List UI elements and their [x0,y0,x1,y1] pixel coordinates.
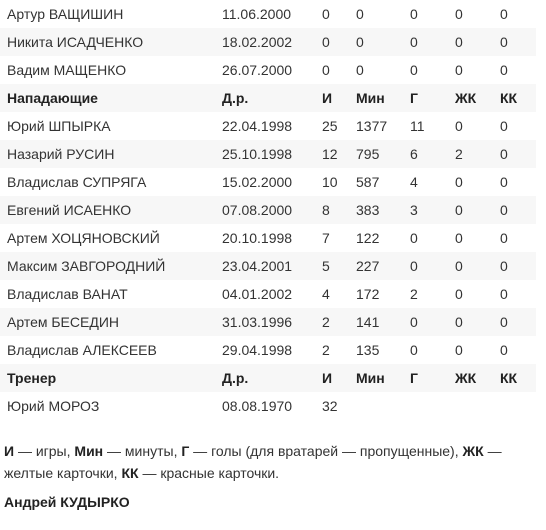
header-games: И [322,364,356,392]
cell-red-cards: 0 [500,62,508,78]
cell-dob: 23.04.2001 [222,252,322,280]
legend-red-abbr: КК [121,465,139,481]
cell-dob: 20.10.1998 [222,230,293,246]
cell-yellow-cards: 0 [455,342,463,358]
cell-games: 2 [322,308,356,336]
cell-dob: 22.04.1998 [222,118,293,134]
cell-name: Юрий МОРОЗ [7,398,100,414]
cell-yellow-cards: 2 [455,140,500,168]
header-games: И [322,84,356,112]
table-row [0,280,536,308]
cell-games: 0 [322,62,330,78]
legend-minutes-abbr: Мин [74,443,104,459]
cell-red-cards: 0 [500,286,508,302]
cell-games: 8 [322,196,356,224]
cell-red-cards: 0 [500,252,536,280]
cell-games: 5 [322,252,356,280]
table-row [0,56,536,84]
cell-goals: 6 [410,140,455,168]
legend-minutes-text: — минуты, [103,443,182,459]
cell-minutes: 1377 [356,118,388,134]
cell-yellow-cards: 0 [455,230,463,246]
header-red-cards: КК [500,84,536,112]
cell-red-cards: 0 [500,140,536,168]
cell-red-cards: 0 [500,230,508,246]
legend-red-text: — красные карточки. [138,465,280,481]
cell-goals: 4 [410,174,418,190]
cell-goals: 11 [410,118,425,134]
table-section-header-row [0,84,536,112]
cell-dob: 07.08.2000 [222,196,322,224]
cell-yellow-cards: 0 [455,174,463,190]
header-yellow-cards: ЖК [455,364,500,392]
cell-dob: 25.10.1998 [222,140,322,168]
cell-dob: 26.07.2000 [222,62,293,78]
table-section-header-row [0,364,536,392]
cell-goals: 3 [410,196,455,224]
cell-games: 2 [322,342,330,358]
cell-games: 12 [322,140,356,168]
header-yellow-cards: ЖК [455,84,500,112]
header-red-cards: КК [500,364,536,392]
legend-yellow-text: — желтые карточки, [4,443,502,481]
cell-minutes: 135 [356,342,380,358]
header-goals: Г [410,364,455,392]
cell-minutes: 0 [356,28,410,56]
cell-dob: 18.02.2002 [222,28,322,56]
cell-minutes: 227 [356,252,410,280]
legend-goals-text: — голы (для вратарей — пропущенные), [189,443,463,459]
cell-games: 25 [322,118,338,134]
table-row [0,0,536,28]
cell-red-cards: 0 [500,308,536,336]
cell-games: 0 [322,28,356,56]
legend-yellow-abbr: ЖК [462,443,484,459]
legend-games-text: — игры, [14,443,75,459]
cell-dob: 15.02.2000 [222,174,293,190]
cell-dob: 08.08.1970 [222,398,293,414]
table-row [0,196,536,224]
table-row [0,140,536,168]
cell-minutes: 383 [356,196,410,224]
cell-goals: 0 [410,230,418,246]
cell-minutes: 141 [356,308,410,336]
cell-name: Артем БЕСЕДИН [0,308,222,336]
cell-yellow-cards: 0 [455,196,500,224]
cell-minutes: 587 [356,174,380,190]
cell-yellow-cards: 0 [455,252,500,280]
cell-minutes: 172 [356,286,380,302]
cell-games: 4 [322,286,330,302]
cell-goals: 0 [410,308,455,336]
cell-goals: 0 [410,62,418,78]
table-row [0,308,536,336]
cell-dob: 31.03.1996 [222,308,322,336]
cell-red-cards: 0 [500,28,536,56]
table-row [0,336,536,364]
cell-games: 10 [322,174,338,190]
header-name: Тренер [0,364,222,392]
cell-name: Владислав ВАНАТ [7,286,128,302]
cell-goals: 0 [410,252,455,280]
cell-goals: 0 [410,6,418,22]
cell-yellow-cards: 0 [455,308,500,336]
cell-dob: 11.06.2000 [222,6,292,22]
cell-red-cards: 0 [500,174,508,190]
cell-red-cards: 0 [500,196,536,224]
cell-games: 0 [322,6,330,22]
legend-games-abbr: И [4,443,15,459]
cell-name: Назарий РУСИН [0,140,222,168]
cell-goals: 0 [410,342,418,358]
table-row [0,28,536,56]
cell-dob: 04.01.2002 [222,286,293,302]
cell-goals: 0 [410,28,455,56]
cell-red-cards: 0 [500,118,508,134]
article-author: Андрей КУДЫРКО [4,494,130,510]
cell-yellow-cards: 0 [455,62,463,78]
table-row [0,392,536,420]
header-minutes: Мин [356,364,410,392]
cell-goals: 2 [410,286,418,302]
legend-paragraph [4,440,534,484]
legend-goals-abbr: Г [181,443,190,459]
cell-yellow-cards [455,392,500,420]
cell-name: Юрий ШПЫРКА [7,118,111,134]
cell-minutes: 0 [356,62,364,78]
table-row [0,224,536,252]
cell-red-cards: 0 [500,6,508,22]
cell-minutes: 0 [356,6,364,22]
header-dob: Д.р. [222,84,322,112]
cell-name: Максим ЗАВГОРОДНИЙ [0,252,222,280]
cell-goals [410,392,455,420]
cell-name: Владислав АЛЕКСЕЕВ [7,342,157,358]
cell-yellow-cards: 0 [455,118,463,134]
cell-games: 32 [322,398,338,414]
header-minutes: Мин [356,84,410,112]
cell-red-cards [500,392,536,420]
header-goals: Г [410,84,455,112]
cell-dob: 29.04.1998 [222,342,293,358]
table-row [0,252,536,280]
table-row [0,112,536,140]
cell-yellow-cards: 0 [455,28,500,56]
cell-minutes [356,392,410,420]
cell-name: Никита ИСАДЧЕНКО [0,28,222,56]
cell-red-cards: 0 [500,342,508,358]
cell-name: Евгений ИСАЕНКО [0,196,222,224]
cell-name: Вадим МАЩЕНКО [7,62,127,78]
header-name: Нападающие [0,84,222,112]
cell-yellow-cards: 0 [455,286,463,302]
cell-name: Владислав СУПРЯГА [7,174,147,190]
cell-minutes: 122 [356,230,380,246]
cell-name: Артур ВАЩИШИН [7,6,124,22]
table-row [0,168,536,196]
header-dob: Д.р. [222,364,322,392]
cell-minutes: 795 [356,140,410,168]
cell-games: 7 [322,230,330,246]
cell-name: Артем ХОЦЯНОВСКИЙ [7,230,160,246]
cell-yellow-cards: 0 [455,6,463,22]
